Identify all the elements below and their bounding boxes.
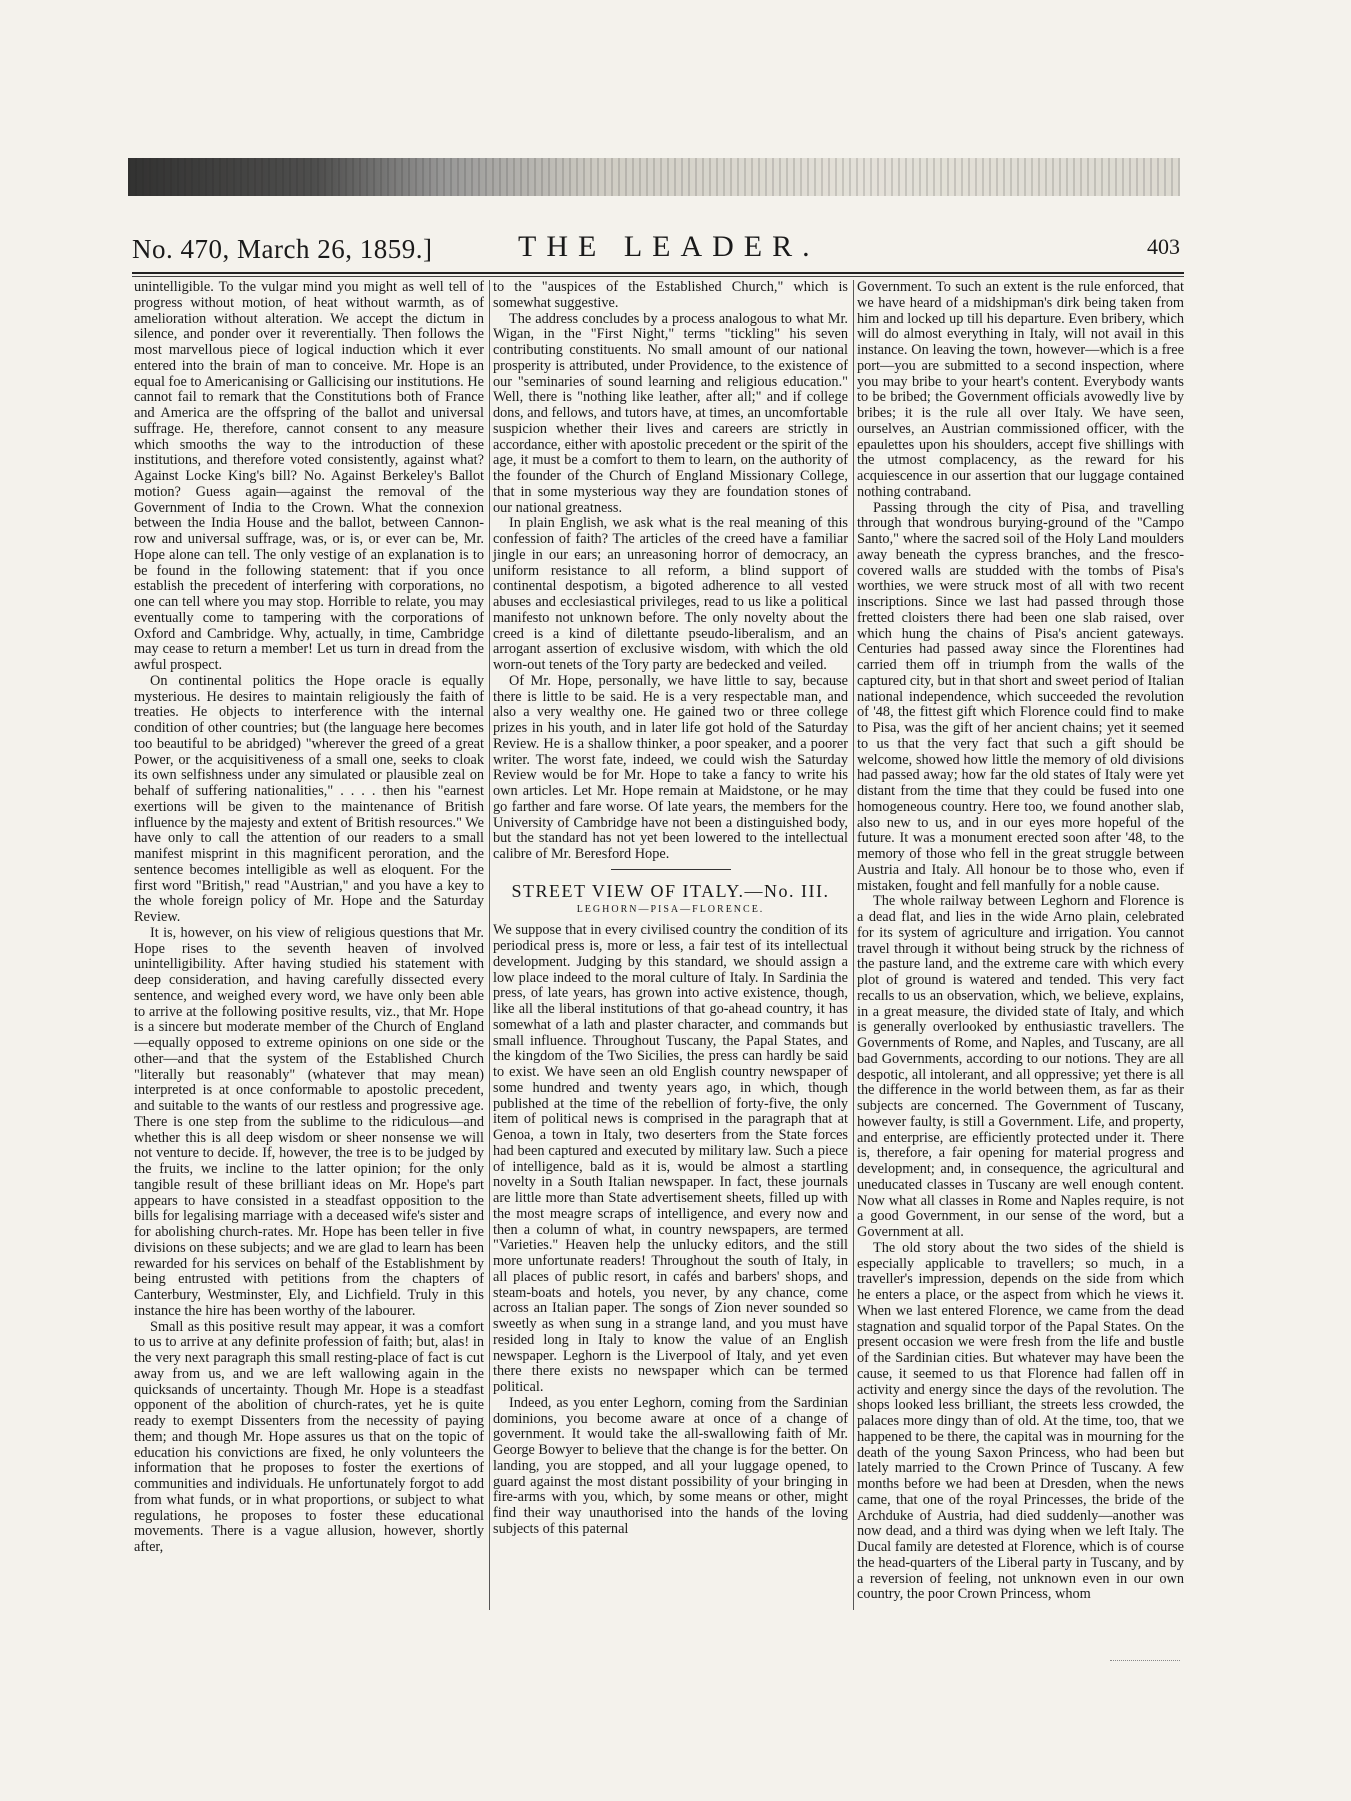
page-number: 403: [1147, 234, 1180, 259]
paragraph: The address concludes by a process analogous to what Mr. Wigan, in the "First Night," terms "tickling" his seven contributing constituents. No small amount of our national prosperity is attributed, under Providence, to the existence of our "seminaries of sound learning and religious education." Well, there is "nothing like leather, after all;" and if college dons, and fellows, and tutors have, at times, an uncomfortable suspicion whether their lives and careers are strictly in accordance, either with apostolic precedent or the spirit of the age, it must be a comfort to them to learn, on the authority of the founder of the Church of England Missionary College, that in some mysterious way they are foundation stones of our national greatness.: [493, 310, 848, 516]
column-divider: [853, 280, 854, 1610]
column-3: [857, 280, 1184, 1603]
masthead-rule-thin: [132, 276, 1184, 277]
newspaper-title: THE LEADER.: [518, 230, 820, 263]
scan-artifact-strip: [128, 158, 1180, 196]
masthead: [132, 230, 1184, 266]
article-divider: [611, 869, 731, 870]
paragraph: Small as this positive result may appear, it was a comfort to us to arrive at any definite profession of faith; but, alas! in the very next paragraph this small resting-place of fact is cut away from us, and we are left wallowing again in the quicksands of uncertainty. Though Mr. Hope is a steadfast opponent of the abolition of church-rates, yet he is quite ready to exempt Dissenters from the necessity of paying them; and though Mr. Hope assures us that on the topic of education his convictions are fixed, he only volunteers the information that he proposes to foster the exertions of communities and individuals. He unfortunately forgot to add from what funds, or in what proportions, or subject to what regulations, he proposes to foster these educational movements. There is a vague allusion, however, shortly after,: [134, 1318, 484, 1555]
column-divider: [489, 280, 490, 1610]
paragraph: to the "auspices of the Established Church," which is somewhat suggestive.: [493, 279, 848, 311]
paragraph: On continental politics the Hope oracle is equally mysterious. He desires to maintain religiously the faith of treaties. He objects to interference with the internal condition of other countries; but (the language here becomes too beautiful to be abridged) "wherever the greed of a great Power, or the acquisitiveness of a small one, seeks to cloak its own selfishness under any simulated or plausible zeal on behalf of suffering nationalities," . . . . then his "earnest exertions will be given to the maintenance of British influence by the majesty and extent of British resources." We have only to call the attention of our readers to a small manifest misprint in this magnificent peroration, and the sentence becomes intelligible as well as eloquent. For the first word "British," read "Austrian," and you have a key to the whole foreign policy of Mr. Hope and the Saturday Review.: [134, 672, 484, 925]
scan-mark: [1110, 1660, 1180, 1661]
masthead-rule: [132, 272, 1184, 274]
paragraph: unintelligible. To the vulgar mind you might as well tell of progress without motion, of heat without warmth, as of amelioration without alteration. We accept the dictum in silence, and ponder over it reverentially. Then follows the most marvellous piece of logical induction which it ever entered into the brain of man to conceive. Mr. Hope is an equal foe to Americanising or Gallicising our institutions. He cannot fail to remark that the Constitutions both of France and America are the offspring of the ballot and universal suffrage. He, therefore, cannot consent to any measure which smooths the way to the introduction of these institutions, and therefore voted consistently, against what? Against Locke King's bill? No. Against Berkeley's Ballot motion? Guess again—against the removal of the Government of India to the Crown. What the connexion between the India House and the ballot, between Cannon-row and universal suffrage, was, or is, or ever can be, Mr. Hope alone can tell. The only vestige of an explanation is to be found in the following statement: that if you once establish the precedent of interfering with corporations, no one can tell where you may stop. Horrible to relate, you may eventually come to tampering with the corporations of Oxford and Cambridge. Why, actually, in time, Cambridge may cease to return a member! Let us turn in dread from the awful prospect.: [134, 279, 484, 673]
article-title: STREET VIEW OF ITALY.—No. III.: [511, 880, 830, 901]
paragraph: Of Mr. Hope, personally, we have little to say, because there is little to be said. He is a very respectable man, and also a very wealthy one. He gained two or three college prizes in his youth, and in later life got hold of the Saturday Review. He is a shallow thinker, a poor speaker, and a poorer writer. The worst fate, indeed, we could wish the Saturday Review would be for Mr. Hope to take a fancy to write his own articles. Let Mr. Hope remain at Maidstone, or he may go farther and fare worse. Of late years, the members for the University of Cambridge have not been a distinguished body, but the standard has not yet been lowered to the intellectual calibre of Mr. Beresford Hope.: [493, 672, 848, 862]
paragraph: In plain English, we ask what is the real meaning of this confession of faith? The articles of the creed have a familiar jingle in our ears; an unreasoning horror of democracy, an uniform resistance to all reform, a blind support of continental despotism, a bigoted adherence to all vested abuses and ecclesiastical privileges, read to us like a political manifesto not unknown before. The only novelty about the creed is a kind of dilettante pseudo-liberalism, and an arrogant assertion of exclusive wisdom, with which the old worn-out tenets of the Tory party are bedecked and veiled.: [493, 515, 848, 673]
paragraph: Passing through the city of Pisa, and travelling through that wondrous burying-ground of the "Campo Santo," where the sacred soil of the Holy Land moulders away beneath the cypress branches, and the fresco-covered walls are studded with the tombs of Pisa's worthies, we were struck most of all with two recent inscriptions. Since we last had passed through those fretted cloisters there had been one slab raised, over which hung the chains of Pisa's ancient gateways. Centuries had passed away since the Florentines had carried them off in triumph from the walls of the captured city, but in that short and sweet period of Italian national independence, which succeeded the revolution of '48, the fittest gift which Florence could find to make to Pisa, was the gift of her ancient chains; yet it seemed to us that the very fact that such a gift should be welcome, showed how little the memory of old divisions had passed away; how far the old states of Italy were yet distant from the time that they could be fused into one homogeneous country. Here too, we found another slab, also new to us, and in our eyes more hopeful of the future. It was a monument erected soon after '48, to the memory of those who fell in the great struggle between Austria and Italy. All honour be to those who, even if mistaken, fought and fell manfully for a noble cause.: [857, 499, 1184, 894]
paragraph: The old story about the two sides of the shield is especially applicable to travellers; so much, in a traveller's impression, depends on the side from which he enters a place, or the aspect from which he views it. When we last entered Florence, we came from the dead stagnation and squalid torpor of the Papal States. On the present occasion we were fresh from the life and bustle of the Sardinian cities. But whatever may have been the cause, it seemed to us that Florence had fallen off in activity and energy since the days of the revolution. The shops looked less brilliant, the streets less crowded, the palaces more dingy than of old. At the time, too, that we happened to be there, the capital was in mourning for the death of the young Saxon Princess, who had been but lately married to the Crown Prince of Tuscany. A few months before we had been at Dresden, when the news came, that one of the royal Princesses, the bride of the Archduke of Austria, had died suddenly—another was now dead, and a third was dying when we left Italy. The Ducal family are detested at Florence, which is of course the head-quarters of the Liberal party in Tuscany, and by a reversion of feeling, not unknown even in our own country, the poor Crown Princess, whom: [857, 1239, 1184, 1603]
issue-date: No. 470, March 26, 1859.]: [132, 234, 433, 264]
column-2: [493, 280, 848, 1538]
paragraph: It is, however, on his view of religious questions that Mr. Hope rises to the seventh heaven of involved unintelligibility. After having studied his statement with deep consideration, and having carefully dissected every sentence, and weighed every word, we have only been able to arrive at the following positive results, viz., that Mr. Hope is a sincere but moderate member of the Church of England—equally opposed to extreme opinions on one side or the other—and that the system of the Established Church "literally but reasonably" (whatever that may mean) interpreted is at once conformable to apostolic precedent, and suitable to the wants of our restless and progressive age. There is one step from the sublime to the ridiculous—and whether this is all deep wisdom or sheer nonsense we will not venture to decide. If, however, the tree is to be judged by the fruits, we incline to the latter opinion; for the only tangible result of these brilliant ideas on Mr. Hope's part appears to have consisted in a steadfast opposition to the bills for legalising marriage with a deceased wife's sister and for abolishing church-rates. Mr. Hope has been teller in five divisions on these subjects; and we are glad to learn has been rewarded for his services on behalf of the Establishment by being entrusted with petitions from the chapters of Canterbury, Westminster, Ely, and Lichfield. Truly in this instance the hire has been worthy of the labourer.: [134, 924, 484, 1319]
column-1: [134, 280, 484, 1556]
paragraph: Indeed, as you enter Leghorn, coming from the Sardinian dominions, you become aware at once of a change of government. It would take the all-swallowing faith of Mr. George Bowyer to believe that the change is for the better. On landing, you are stopped, and all your luggage opened, to guard against the most distant possibility of your bringing in fire-arms with you, which, by some means or other, might find their way unauthorised into the hands of the loving subjects of this paternal: [493, 1394, 848, 1537]
paragraph: The whole railway between Leghorn and Florence is a dead flat, and lies in the wide Arno plain, celebrated for its system of agriculture and irrigation. You cannot travel through it without being struck by the richness of the pasture land, and the extreme care with which every plot of ground is watered and tended. This very fact recalls to us an observation, which, we believe, explains, in a great measure, the divided state of Italy, and which is generally overlooked by enthusiastic travellers. The Governments of Rome, and Naples, and Tuscany, are all bad Governments, according to our notions. They are all despotic, all intolerant, and all oppressive; yet there is all the difference in the world between them, as far as their subjects are concerned. The Government of Tuscany, however faulty, is still a Government. Life, and property, and enterprise, are efficiently protected under it. There is, therefore, a fair opening for material progress and development; and, in consequence, the agricultural and uneducated classes in Tuscany are well enough content. Now what all classes in Rome and Naples require, is not a good Government, in our sense of the word, but a Government at all.: [857, 893, 1184, 1240]
paragraph: Government. To such an extent is the rule enforced, that we have heard of a midshipman's dirk being taken from him and locked up till his departure. Even bribery, which will do almost everything in Italy, will not avail in this instance. On leaving the town, however—which is a free port—you are submitted to a second inspection, where you may bribe to your heart's content. Everybody wants to be bribed; the Government officials avowedly live by bribes; it is the rule all over Italy. We have seen, ourselves, an Austrian commissioned officer, with the epaulettes upon his shoulders, accept five shillings with the utmost complacency, as the reward for his acquiescence in our assertion that our luggage contained nothing contraband.: [857, 279, 1184, 500]
article-subtitle: LEGHORN—PISA—FLORENCE.: [576, 903, 765, 915]
paragraph: We suppose that in every civilised country the condition of its periodical press is, more or less, a fair test of its intellectual development. Judging by this standard, we should assign a low place indeed to the moral culture of Italy. In Sardinia the press, of late years, has grown into active existence, though, like all the liberal institutions of that go-ahead country, it has somewhat of a lath and plaster character, and commands but small influence. Throughout Tuscany, the Papal States, and the kingdom of the Two Sicilies, the press can hardly be said to exist. We have seen an old English country newspaper of some hundred and twenty years ago, in which, though published at the time of the rebellion of forty-five, the only item of political news is comprised in the paragraph that at Genoa, a town in Italy, two deserters from the State forces had been captured and executed by military law. Such a piece of intelligence, bald as it is, would be almost a startling novelty in a South Italian newspaper. In fact, these journals are little more than State advertisement sheets, filled up with the most meagre scraps of intelligence, and every now and then a column of what, in country newspapers, are termed "Varieties." Heaven help the unlucky editors, and the still more unfortunate readers! Throughout the south of Italy, in all places of public resort, in cafés and barbers' shops, and steam-boats and hotels, you never, by any chance, come across an Italian paper. The songs of Zion never sounded so sweetly as when sung in a strange land, and you must have resided long in Italy to know the value of an English newspaper. Leghorn is the Liverpool of Italy, and yet even there there exists no newspaper which can be termed political.: [493, 922, 848, 1395]
